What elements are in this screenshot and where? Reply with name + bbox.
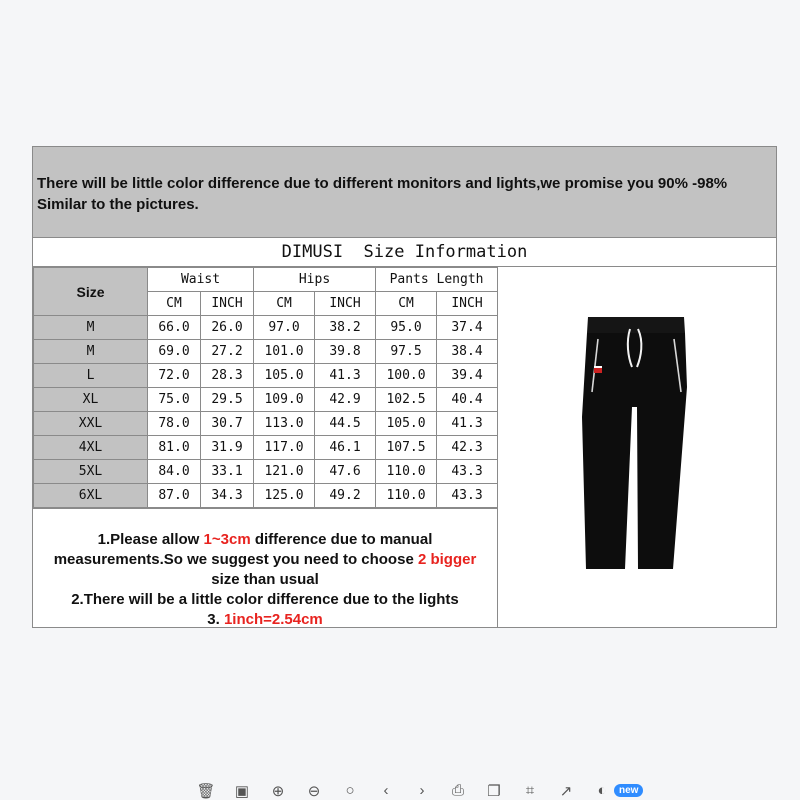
- measure-cell: 42.9: [315, 388, 376, 412]
- measure-cell: 113.0: [254, 412, 315, 436]
- measure-cell: 97.0: [254, 316, 315, 340]
- size-chart-sheet: [32, 146, 777, 628]
- measure-cell: 42.3: [437, 436, 498, 460]
- measure-cell: 38.4: [437, 340, 498, 364]
- unit-cm: CM: [376, 292, 437, 316]
- measure-cell: 105.0: [254, 364, 315, 388]
- measure-cell: 41.3: [437, 412, 498, 436]
- measure-cell: 97.5: [376, 340, 437, 364]
- size-notes: [33, 508, 497, 628]
- share-icon[interactable]: ↗: [559, 783, 573, 800]
- measure-cell: 125.0: [254, 484, 315, 508]
- measure-cell: 29.5: [201, 388, 254, 412]
- measure-cell: 41.3: [315, 364, 376, 388]
- zoom-out-icon[interactable]: ⊖: [307, 783, 321, 800]
- table-row: [34, 340, 498, 364]
- table-row: [34, 436, 498, 460]
- table-row: [34, 316, 498, 340]
- unit-cm: CM: [148, 292, 201, 316]
- measure-cell: 43.3: [437, 484, 498, 508]
- measure-cell: 110.0: [376, 460, 437, 484]
- size-cell: L: [34, 364, 148, 388]
- measure-cell: 28.3: [201, 364, 254, 388]
- size-cell: 6XL: [34, 484, 148, 508]
- product-photo: [497, 267, 777, 627]
- note-text: measurements.So we suggest you need to choose: [53, 551, 418, 568]
- copy-icon[interactable]: ❐: [487, 783, 501, 800]
- viewer-toolbar: [195, 782, 613, 800]
- note-highlight: 1~3cm: [203, 531, 251, 548]
- note-1-line-2: [33, 550, 497, 570]
- size-cell: 5XL: [34, 460, 148, 484]
- size-cell: XL: [34, 388, 148, 412]
- size-cell: M: [34, 340, 148, 364]
- search-icon[interactable]: ○: [345, 782, 355, 799]
- size-cell: M: [34, 316, 148, 340]
- measure-cell: 38.2: [315, 316, 376, 340]
- pants-length-header: Pants Length: [376, 268, 498, 292]
- measure-cell: 40.4: [437, 388, 498, 412]
- notice-line-1: There will be little color difference due to different monitors and lights,we promise you 90% -98%: [37, 175, 728, 192]
- image-icon[interactable]: ▣: [234, 783, 250, 800]
- measure-cell: 26.0: [201, 316, 254, 340]
- size-cell: XXL: [34, 412, 148, 436]
- measure-cell: 33.1: [201, 460, 254, 484]
- measure-cell: 78.0: [148, 412, 201, 436]
- measure-cell: 31.9: [201, 436, 254, 460]
- measure-cell: 46.1: [315, 436, 376, 460]
- size-table: [33, 267, 498, 508]
- table-row: [34, 460, 498, 484]
- measure-cell: 110.0: [376, 484, 437, 508]
- hips-header: Hips: [254, 268, 376, 292]
- measure-cell: 43.3: [437, 460, 498, 484]
- print-icon[interactable]: ⎙: [451, 782, 464, 799]
- note-text: difference due to manual: [250, 531, 433, 548]
- measure-cell: 47.6: [315, 460, 376, 484]
- measure-cell: 75.0: [148, 388, 201, 412]
- measure-cell: 69.0: [148, 340, 201, 364]
- measure-cell: 84.0: [148, 460, 201, 484]
- unit-inch: INCH: [315, 292, 376, 316]
- unit-inch: INCH: [201, 292, 254, 316]
- measure-cell: 81.0: [148, 436, 201, 460]
- measure-cell: 34.3: [201, 484, 254, 508]
- measure-cell: 27.2: [201, 340, 254, 364]
- note-highlight: 1inch=2.54cm: [223, 611, 323, 628]
- measure-cell: 87.0: [148, 484, 201, 508]
- note-1-line-3: size than usual: [211, 571, 319, 588]
- notice-line-2: Similar to the pictures.: [37, 196, 199, 213]
- table-row: [34, 364, 498, 388]
- waist-header: Waist: [148, 268, 254, 292]
- measure-cell: 102.5: [376, 388, 437, 412]
- measure-cell: 72.0: [148, 364, 201, 388]
- note-text: 1.Please allow: [97, 531, 204, 548]
- note-3: [33, 610, 497, 630]
- pants-image: [498, 267, 778, 627]
- measure-cell: 109.0: [254, 388, 315, 412]
- measure-cell: 95.0: [376, 316, 437, 340]
- zoom-in-icon[interactable]: ⊕: [271, 783, 285, 800]
- measure-cell: 121.0: [254, 460, 315, 484]
- unit-inch: INCH: [437, 292, 498, 316]
- table-row: [34, 412, 498, 436]
- measure-cell: 44.5: [315, 412, 376, 436]
- next-icon[interactable]: ›: [419, 782, 425, 799]
- note-1-line-1: [33, 530, 497, 550]
- measure-cell: 37.4: [437, 316, 498, 340]
- table-row: [34, 388, 498, 412]
- measure-cell: 30.7: [201, 412, 254, 436]
- new-badge: new: [614, 784, 643, 797]
- measure-cell: 66.0: [148, 316, 201, 340]
- measure-cell: 100.0: [376, 364, 437, 388]
- measure-cell: 107.5: [376, 436, 437, 460]
- table-title: DIMUSI Size Information: [33, 238, 776, 267]
- crop-icon[interactable]: ⌗: [525, 782, 535, 799]
- measure-cell: 39.4: [437, 364, 498, 388]
- note-text: 3.: [207, 611, 224, 628]
- table-row: [34, 484, 498, 508]
- note-2: 2.There will be a little color difference due to the lights: [71, 591, 459, 608]
- unit-cm: CM: [254, 292, 315, 316]
- size-cell: 4XL: [34, 436, 148, 460]
- note-highlight: 2 bigger: [417, 551, 477, 568]
- measure-cell: 49.2: [315, 484, 376, 508]
- size-header: Size: [34, 268, 148, 316]
- measure-cell: 117.0: [254, 436, 315, 460]
- measure-cell: 39.8: [315, 340, 376, 364]
- size-rows: [34, 316, 498, 508]
- palette-icon[interactable]: ◐: [597, 782, 607, 799]
- measure-cell: 105.0: [376, 412, 437, 436]
- measure-cell: 101.0: [254, 340, 315, 364]
- trash-icon[interactable]: 🗑: [196, 783, 216, 800]
- prev-icon[interactable]: ‹: [383, 782, 389, 799]
- color-notice: [33, 147, 776, 238]
